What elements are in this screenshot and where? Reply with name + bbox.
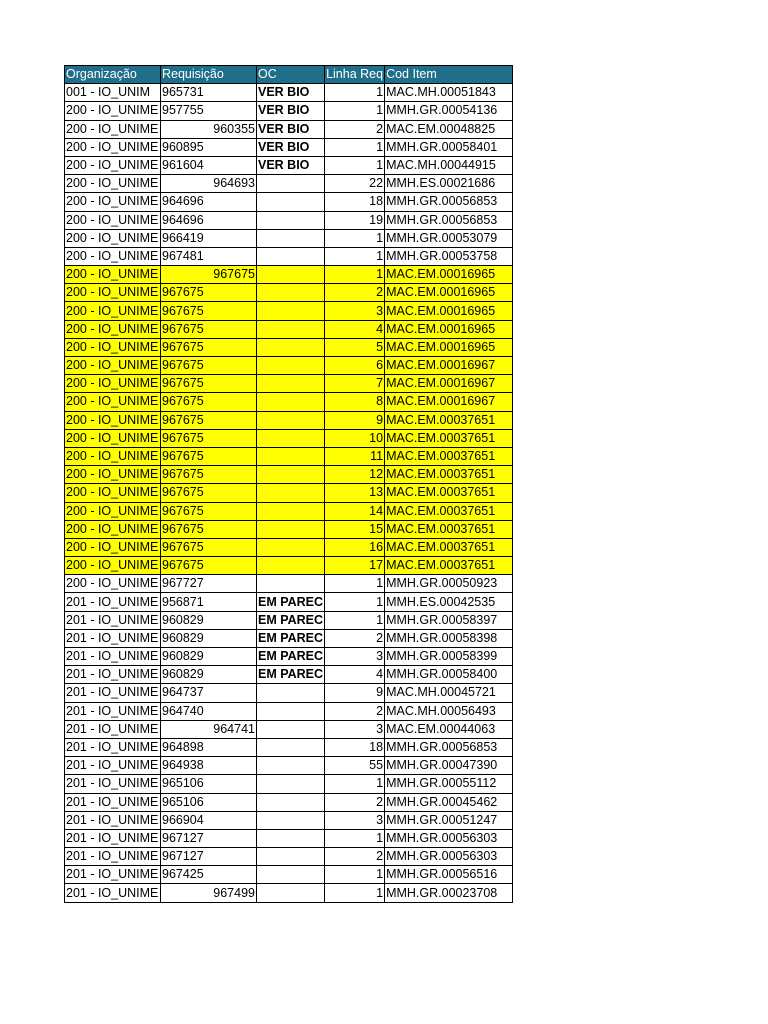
table-row [65, 775, 513, 793]
cell-cod-item[interactable]: MMH.GR.00058397 [385, 611, 513, 629]
cell-cod-item[interactable]: MAC.EM.00016967 [385, 375, 513, 393]
table-row [65, 375, 513, 393]
cell-requisicao[interactable]: 967675 [161, 411, 257, 429]
cell-oc[interactable]: EM PAREC [257, 666, 325, 684]
cell-organizacao[interactable]: 200 - IO_UNIME [65, 502, 161, 520]
cell-cod-item[interactable]: MMH.GR.00058399 [385, 648, 513, 666]
cell-requisicao[interactable]: 957755 [161, 102, 257, 120]
cell-organizacao[interactable]: 201 - IO_UNIME [65, 811, 161, 829]
cell-linha-req[interactable]: 55 [325, 757, 385, 775]
cell-cod-item[interactable]: MMH.GR.00058400 [385, 666, 513, 684]
cell-oc[interactable] [257, 266, 325, 284]
table-row [65, 757, 513, 775]
cell-oc[interactable] [257, 720, 325, 738]
cell-linha-req[interactable]: 1 [325, 229, 385, 247]
table-row [65, 648, 513, 666]
cell-requisicao[interactable]: 967675 [161, 484, 257, 502]
cell-cod-item[interactable]: MMH.GR.00056853 [385, 211, 513, 229]
header-linha-req[interactable]: Linha Req [325, 66, 385, 84]
cell-cod-item[interactable]: MAC.EM.00016965 [385, 302, 513, 320]
cell-organizacao[interactable]: 200 - IO_UNIME [65, 429, 161, 447]
cell-requisicao[interactable]: 967675 [161, 393, 257, 411]
cell-oc[interactable]: VER BIO [257, 120, 325, 138]
cell-linha-req[interactable]: 9 [325, 411, 385, 429]
cell-cod-item[interactable]: MMH.GR.00056853 [385, 738, 513, 756]
cell-oc[interactable]: VER BIO [257, 138, 325, 156]
cell-oc[interactable]: EM PAREC [257, 648, 325, 666]
cell-linha-req[interactable]: 14 [325, 502, 385, 520]
cell-organizacao[interactable]: 200 - IO_UNIME [65, 466, 161, 484]
cell-requisicao[interactable]: 967675 [161, 447, 257, 465]
cell-requisicao[interactable]: 960829 [161, 666, 257, 684]
table-row [65, 302, 513, 320]
cell-linha-req[interactable]: 1 [325, 247, 385, 265]
cell-organizacao[interactable]: 200 - IO_UNIME [65, 211, 161, 229]
cell-requisicao[interactable]: 965106 [161, 775, 257, 793]
cell-requisicao[interactable]: 967675 [161, 338, 257, 356]
cell-oc[interactable] [257, 429, 325, 447]
cell-linha-req[interactable]: 5 [325, 338, 385, 356]
table-row [65, 284, 513, 302]
cell-organizacao[interactable]: 201 - IO_UNIME [65, 702, 161, 720]
cell-organizacao[interactable]: 200 - IO_UNIME [65, 175, 161, 193]
cell-oc[interactable] [257, 538, 325, 556]
cell-linha-req[interactable]: 4 [325, 320, 385, 338]
cell-requisicao[interactable]: 964741 [161, 720, 257, 738]
cell-requisicao[interactable]: 964693 [161, 175, 257, 193]
cell-requisicao[interactable]: 967499 [161, 884, 257, 902]
cell-organizacao[interactable]: 201 - IO_UNIME [65, 629, 161, 647]
cell-organizacao[interactable]: 200 - IO_UNIME [65, 357, 161, 375]
cell-linha-req[interactable]: 1 [325, 611, 385, 629]
cell-linha-req[interactable]: 22 [325, 175, 385, 193]
cell-oc[interactable] [257, 466, 325, 484]
cell-organizacao[interactable]: 201 - IO_UNIME [65, 666, 161, 684]
cell-requisicao[interactable]: 964696 [161, 193, 257, 211]
cell-linha-req[interactable]: 3 [325, 811, 385, 829]
cell-cod-item[interactable]: MMH.GR.00056516 [385, 866, 513, 884]
cell-oc[interactable] [257, 702, 325, 720]
cell-linha-req[interactable]: 12 [325, 466, 385, 484]
cell-cod-item[interactable]: MAC.EM.00048825 [385, 120, 513, 138]
cell-oc[interactable] [257, 484, 325, 502]
cell-cod-item[interactable]: MAC.EM.00037651 [385, 447, 513, 465]
table-row [65, 684, 513, 702]
table-row [65, 829, 513, 847]
cell-cod-item[interactable]: MMH.GR.00047390 [385, 757, 513, 775]
cell-cod-item[interactable]: MAC.EM.00037651 [385, 538, 513, 556]
cell-organizacao[interactable]: 201 - IO_UNIME [65, 829, 161, 847]
cell-linha-req[interactable]: 3 [325, 648, 385, 666]
cell-oc[interactable] [257, 411, 325, 429]
cell-requisicao[interactable]: 967675 [161, 266, 257, 284]
cell-linha-req[interactable]: 8 [325, 393, 385, 411]
cell-linha-req[interactable]: 2 [325, 629, 385, 647]
cell-requisicao[interactable]: 966904 [161, 811, 257, 829]
cell-oc[interactable] [257, 575, 325, 593]
table-row [65, 666, 513, 684]
cell-linha-req[interactable]: 2 [325, 793, 385, 811]
table-row [65, 520, 513, 538]
cell-linha-req[interactable]: 2 [325, 284, 385, 302]
table-row [65, 484, 513, 502]
cell-linha-req[interactable]: 1 [325, 575, 385, 593]
cell-oc[interactable]: EM PAREC [257, 611, 325, 629]
cell-cod-item[interactable]: MMH.GR.00053758 [385, 247, 513, 265]
table-row [65, 193, 513, 211]
cell-oc[interactable] [257, 884, 325, 902]
cell-organizacao[interactable]: 200 - IO_UNIME [65, 138, 161, 156]
cell-cod-item[interactable]: MMH.GR.00054136 [385, 102, 513, 120]
cell-organizacao[interactable]: 201 - IO_UNIME [65, 611, 161, 629]
cell-requisicao[interactable]: 967127 [161, 848, 257, 866]
cell-linha-req[interactable]: 17 [325, 557, 385, 575]
cell-linha-req[interactable]: 1 [325, 266, 385, 284]
cell-organizacao[interactable]: 201 - IO_UNIME [65, 720, 161, 738]
cell-organizacao[interactable]: 200 - IO_UNIME [65, 229, 161, 247]
cell-oc[interactable] [257, 447, 325, 465]
cell-oc[interactable] [257, 848, 325, 866]
cell-oc[interactable]: EM PAREC [257, 593, 325, 611]
cell-cod-item[interactable]: MMH.GR.00058398 [385, 629, 513, 647]
table-row [65, 266, 513, 284]
cell-organizacao[interactable]: 200 - IO_UNIME [65, 557, 161, 575]
cell-cod-item[interactable]: MMH.GR.00056303 [385, 848, 513, 866]
cell-organizacao[interactable]: 200 - IO_UNIME [65, 484, 161, 502]
cell-requisicao[interactable]: 967675 [161, 357, 257, 375]
cell-oc[interactable]: VER BIO [257, 84, 325, 102]
cell-cod-item[interactable]: MMH.GR.00058401 [385, 138, 513, 156]
cell-oc[interactable]: EM PAREC [257, 629, 325, 647]
cell-cod-item[interactable]: MAC.EM.00044063 [385, 720, 513, 738]
table-row [65, 229, 513, 247]
table-row [65, 466, 513, 484]
header-cod-item[interactable]: Cod Item [385, 66, 513, 84]
cell-organizacao[interactable]: 200 - IO_UNIME [65, 302, 161, 320]
cell-cod-item[interactable]: MAC.EM.00037651 [385, 411, 513, 429]
cell-requisicao[interactable]: 967675 [161, 429, 257, 447]
table-row [65, 848, 513, 866]
cell-requisicao[interactable]: 967127 [161, 829, 257, 847]
cell-organizacao[interactable]: 200 - IO_UNIME [65, 411, 161, 429]
cell-linha-req[interactable]: 4 [325, 666, 385, 684]
table-row [65, 866, 513, 884]
table-row [65, 411, 513, 429]
cell-requisicao[interactable]: 964740 [161, 702, 257, 720]
table-row [65, 538, 513, 556]
cell-oc[interactable] [257, 393, 325, 411]
cell-cod-item[interactable]: MAC.EM.00016967 [385, 357, 513, 375]
cell-cod-item[interactable]: MAC.EM.00016965 [385, 284, 513, 302]
cell-requisicao[interactable]: 967425 [161, 866, 257, 884]
table-row [65, 156, 513, 174]
cell-oc[interactable]: VER BIO [257, 156, 325, 174]
cell-oc[interactable] [257, 684, 325, 702]
table-row [65, 447, 513, 465]
cell-organizacao[interactable]: 200 - IO_UNIME [65, 520, 161, 538]
table-row [65, 338, 513, 356]
cell-cod-item[interactable]: MAC.MH.00045721 [385, 684, 513, 702]
cell-cod-item[interactable]: MAC.EM.00016967 [385, 393, 513, 411]
cell-linha-req[interactable]: 18 [325, 193, 385, 211]
cell-organizacao[interactable]: 200 - IO_UNIME [65, 120, 161, 138]
cell-organizacao[interactable]: 201 - IO_UNIME [65, 866, 161, 884]
cell-oc[interactable] [257, 247, 325, 265]
table-row [65, 84, 513, 102]
table-row [65, 320, 513, 338]
cell-cod-item[interactable]: MMH.GR.00051247 [385, 811, 513, 829]
cell-organizacao[interactable]: 201 - IO_UNIME [65, 738, 161, 756]
cell-linha-req[interactable]: 10 [325, 429, 385, 447]
cell-cod-item[interactable]: MMH.GR.00053079 [385, 229, 513, 247]
cell-linha-req[interactable]: 6 [325, 357, 385, 375]
cell-cod-item[interactable]: MMH.GR.00023708 [385, 884, 513, 902]
cell-requisicao[interactable]: 967675 [161, 557, 257, 575]
cell-cod-item[interactable]: MAC.EM.00016965 [385, 320, 513, 338]
cell-organizacao[interactable]: 001 - IO_UNIM [65, 84, 161, 102]
cell-linha-req[interactable]: 18 [325, 738, 385, 756]
cell-requisicao[interactable]: 964696 [161, 211, 257, 229]
table-row [65, 138, 513, 156]
cell-organizacao[interactable]: 200 - IO_UNIME [65, 538, 161, 556]
cell-oc[interactable] [257, 302, 325, 320]
cell-oc[interactable] [257, 829, 325, 847]
cell-cod-item[interactable]: MAC.MH.00056493 [385, 702, 513, 720]
table-row [65, 811, 513, 829]
cell-cod-item[interactable]: MAC.EM.00037651 [385, 557, 513, 575]
cell-oc[interactable] [257, 775, 325, 793]
cell-requisicao[interactable]: 967675 [161, 320, 257, 338]
cell-requisicao[interactable]: 967675 [161, 375, 257, 393]
cell-oc[interactable] [257, 757, 325, 775]
cell-linha-req[interactable]: 1 [325, 866, 385, 884]
cell-organizacao[interactable]: 201 - IO_UNIME [65, 775, 161, 793]
cell-cod-item[interactable]: MAC.EM.00037651 [385, 484, 513, 502]
cell-cod-item[interactable]: MMH.GR.00056853 [385, 193, 513, 211]
cell-organizacao[interactable]: 201 - IO_UNIME [65, 848, 161, 866]
cell-cod-item[interactable]: MMH.ES.00042535 [385, 593, 513, 611]
cell-organizacao[interactable]: 201 - IO_UNIME [65, 884, 161, 902]
cell-organizacao[interactable]: 201 - IO_UNIME [65, 793, 161, 811]
cell-organizacao[interactable]: 200 - IO_UNIME [65, 284, 161, 302]
cell-requisicao[interactable]: 967675 [161, 520, 257, 538]
cell-linha-req[interactable]: 2 [325, 702, 385, 720]
cell-linha-req[interactable]: 11 [325, 447, 385, 465]
cell-requisicao[interactable]: 967675 [161, 538, 257, 556]
cell-cod-item[interactable]: MAC.EM.00016965 [385, 338, 513, 356]
cell-organizacao[interactable]: 201 - IO_UNIME [65, 757, 161, 775]
cell-organizacao[interactable]: 200 - IO_UNIME [65, 393, 161, 411]
cell-requisicao[interactable]: 965106 [161, 793, 257, 811]
table-row [65, 738, 513, 756]
cell-organizacao[interactable]: 200 - IO_UNIME [65, 102, 161, 120]
cell-linha-req[interactable]: 1 [325, 84, 385, 102]
table-row [65, 793, 513, 811]
cell-oc[interactable]: VER BIO [257, 102, 325, 120]
cell-cod-item[interactable]: MAC.EM.00037651 [385, 520, 513, 538]
table-row [65, 393, 513, 411]
table-row [65, 247, 513, 265]
header-row [65, 66, 513, 84]
cell-oc[interactable] [257, 211, 325, 229]
table-row [65, 175, 513, 193]
cell-oc[interactable] [257, 520, 325, 538]
table-row [65, 102, 513, 120]
cell-oc[interactable] [257, 175, 325, 193]
cell-oc[interactable] [257, 866, 325, 884]
cell-linha-req[interactable]: 1 [325, 829, 385, 847]
table-row [65, 211, 513, 229]
cell-requisicao[interactable]: 960829 [161, 648, 257, 666]
table-row [65, 629, 513, 647]
cell-requisicao[interactable]: 960829 [161, 611, 257, 629]
cell-oc[interactable] [257, 738, 325, 756]
table-row [65, 720, 513, 738]
cell-cod-item[interactable]: MAC.MH.00044915 [385, 156, 513, 174]
cell-cod-item[interactable]: MAC.EM.00037651 [385, 502, 513, 520]
cell-linha-req[interactable]: 15 [325, 520, 385, 538]
cell-cod-item[interactable]: MMH.GR.00050923 [385, 575, 513, 593]
cell-requisicao[interactable]: 967675 [161, 502, 257, 520]
header-oc[interactable]: OC [257, 66, 325, 84]
cell-organizacao[interactable]: 200 - IO_UNIME [65, 247, 161, 265]
cell-oc[interactable] [257, 193, 325, 211]
spreadsheet-table [64, 65, 513, 903]
cell-organizacao[interactable]: 200 - IO_UNIME [65, 320, 161, 338]
cell-linha-req[interactable]: 1 [325, 156, 385, 174]
cell-organizacao[interactable]: 200 - IO_UNIME [65, 156, 161, 174]
cell-organizacao[interactable]: 200 - IO_UNIME [65, 575, 161, 593]
cell-organizacao[interactable]: 201 - IO_UNIME [65, 684, 161, 702]
cell-linha-req[interactable]: 1 [325, 102, 385, 120]
cell-cod-item[interactable]: MMH.GR.00056303 [385, 829, 513, 847]
cell-requisicao[interactable]: 964898 [161, 738, 257, 756]
header-requisicao[interactable]: Requisição [161, 66, 257, 84]
cell-organizacao[interactable]: 200 - IO_UNIME [65, 447, 161, 465]
cell-requisicao[interactable]: 956871 [161, 593, 257, 611]
cell-oc[interactable] [257, 284, 325, 302]
cell-cod-item[interactable]: MMH.ES.00021686 [385, 175, 513, 193]
cell-requisicao[interactable]: 960355 [161, 120, 257, 138]
cell-requisicao[interactable]: 961604 [161, 156, 257, 174]
cell-linha-req[interactable]: 1 [325, 775, 385, 793]
cell-requisicao[interactable]: 964938 [161, 757, 257, 775]
cell-linha-req[interactable]: 13 [325, 484, 385, 502]
cell-linha-req[interactable]: 16 [325, 538, 385, 556]
cell-organizacao[interactable]: 201 - IO_UNIME [65, 593, 161, 611]
cell-cod-item[interactable]: MMH.GR.00055112 [385, 775, 513, 793]
cell-organizacao[interactable]: 200 - IO_UNIME [65, 375, 161, 393]
cell-oc[interactable] [257, 375, 325, 393]
cell-oc[interactable] [257, 557, 325, 575]
cell-linha-req[interactable]: 1 [325, 593, 385, 611]
cell-cod-item[interactable]: MAC.EM.00016965 [385, 266, 513, 284]
cell-cod-item[interactable]: MAC.MH.00051843 [385, 84, 513, 102]
cell-requisicao[interactable]: 967481 [161, 247, 257, 265]
cell-organizacao[interactable]: 200 - IO_UNIME [65, 266, 161, 284]
cell-linha-req[interactable]: 19 [325, 211, 385, 229]
cell-requisicao[interactable]: 964737 [161, 684, 257, 702]
cell-oc[interactable] [257, 338, 325, 356]
table-row [65, 357, 513, 375]
cell-requisicao[interactable]: 967727 [161, 575, 257, 593]
table-row [65, 593, 513, 611]
table-row [65, 120, 513, 138]
cell-requisicao[interactable]: 967675 [161, 466, 257, 484]
header-organizacao[interactable]: Organização [65, 66, 161, 84]
cell-cod-item[interactable]: MAC.EM.00037651 [385, 466, 513, 484]
cell-linha-req[interactable]: 1 [325, 138, 385, 156]
cell-linha-req[interactable]: 2 [325, 120, 385, 138]
cell-oc[interactable] [257, 502, 325, 520]
cell-oc[interactable] [257, 811, 325, 829]
table-row [65, 557, 513, 575]
cell-oc[interactable] [257, 793, 325, 811]
table-row [65, 502, 513, 520]
table-row [65, 575, 513, 593]
cell-cod-item[interactable]: MAC.EM.00037651 [385, 429, 513, 447]
cell-linha-req[interactable]: 7 [325, 375, 385, 393]
cell-linha-req[interactable]: 3 [325, 720, 385, 738]
cell-requisicao[interactable]: 960829 [161, 629, 257, 647]
cell-requisicao[interactable]: 965731 [161, 84, 257, 102]
cell-cod-item[interactable]: MMH.GR.00045462 [385, 793, 513, 811]
cell-linha-req[interactable]: 1 [325, 884, 385, 902]
cell-organizacao[interactable]: 201 - IO_UNIME [65, 648, 161, 666]
cell-organizacao[interactable]: 200 - IO_UNIME [65, 193, 161, 211]
cell-requisicao[interactable]: 966419 [161, 229, 257, 247]
table-row [65, 884, 513, 902]
cell-linha-req[interactable]: 9 [325, 684, 385, 702]
cell-organizacao[interactable]: 200 - IO_UNIME [65, 338, 161, 356]
table-row [65, 611, 513, 629]
cell-oc[interactable] [257, 357, 325, 375]
cell-linha-req[interactable]: 3 [325, 302, 385, 320]
cell-requisicao[interactable]: 967675 [161, 284, 257, 302]
cell-requisicao[interactable]: 960895 [161, 138, 257, 156]
table-row [65, 702, 513, 720]
cell-oc[interactable] [257, 320, 325, 338]
cell-oc[interactable] [257, 229, 325, 247]
cell-linha-req[interactable]: 2 [325, 848, 385, 866]
cell-requisicao[interactable]: 967675 [161, 302, 257, 320]
table-row [65, 429, 513, 447]
